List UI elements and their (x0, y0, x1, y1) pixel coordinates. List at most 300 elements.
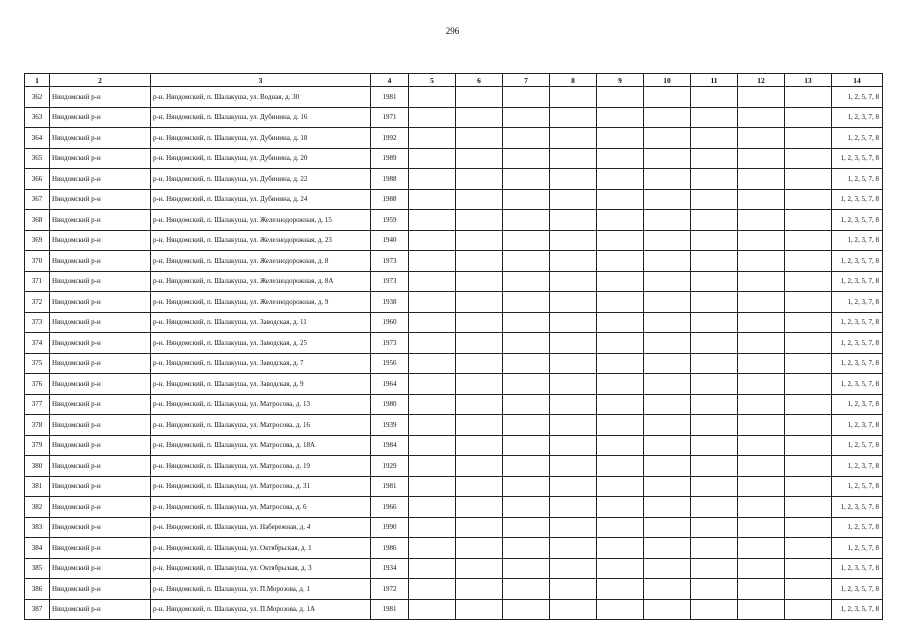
codes-cell: 1, 2, 3, 5, 7, 8 (832, 333, 883, 354)
row-number-cell: 384 (25, 538, 50, 559)
empty-cell (409, 148, 456, 169)
empty-cell (503, 374, 550, 395)
year-built-cell: 1981 (371, 87, 409, 108)
row-number-cell: 376 (25, 374, 50, 395)
empty-cell (644, 210, 691, 231)
empty-cell (409, 456, 456, 477)
district-cell: Няндомский р-н (50, 456, 151, 477)
row-number-cell: 378 (25, 415, 50, 436)
empty-cell (597, 87, 644, 108)
empty-cell (644, 230, 691, 251)
empty-cell (503, 353, 550, 374)
codes-cell: 1, 2, 3, 5, 7, 8 (832, 558, 883, 579)
empty-cell (738, 107, 785, 128)
column-header-7: 7 (503, 74, 550, 87)
empty-cell (644, 599, 691, 620)
empty-cell (456, 271, 503, 292)
district-cell: Няндомский р-н (50, 87, 151, 108)
table-row (25, 210, 883, 231)
row-number-cell: 362 (25, 87, 50, 108)
address-cell: р-н. Няндомский, п. Шалакуша, ул. Матросова, д. 13 (151, 394, 371, 415)
row-number-cell: 373 (25, 312, 50, 333)
empty-cell (503, 230, 550, 251)
codes-cell: 1, 2, 5, 7, 8 (832, 169, 883, 190)
empty-cell (691, 374, 738, 395)
empty-cell (785, 517, 832, 538)
empty-cell (456, 394, 503, 415)
empty-cell (456, 456, 503, 477)
empty-cell (550, 189, 597, 210)
empty-cell (785, 292, 832, 313)
address-cell: р-н. Няндомский, п. Шалакуша, ул. Октябрьская, д. 1 (151, 538, 371, 559)
empty-cell (456, 312, 503, 333)
empty-cell (597, 456, 644, 477)
year-built-cell: 1960 (371, 312, 409, 333)
codes-cell: 1, 2, 3, 5, 7, 8 (832, 189, 883, 210)
address-cell: р-н. Няндомский, п. Шалакуша, ул. Набережная, д. 4 (151, 517, 371, 538)
page-number: 296 (445, 26, 460, 36)
year-built-cell: 1940 (371, 230, 409, 251)
empty-cell (644, 189, 691, 210)
codes-cell: 1, 2, 5, 7, 8 (832, 87, 883, 108)
empty-cell (644, 292, 691, 313)
header-row (25, 74, 883, 87)
empty-cell (691, 497, 738, 518)
codes-cell: 1, 2, 3, 7, 8 (832, 107, 883, 128)
table-row (25, 579, 883, 600)
empty-cell (409, 271, 456, 292)
empty-cell (503, 128, 550, 149)
table-row (25, 538, 883, 559)
empty-cell (738, 497, 785, 518)
empty-cell (503, 558, 550, 579)
address-cell: р-н. Няндомский, п. Шалакуша, ул. Дубинина, д. 22 (151, 169, 371, 190)
table-row (25, 148, 883, 169)
empty-cell (691, 312, 738, 333)
empty-cell (738, 599, 785, 620)
empty-cell (550, 312, 597, 333)
district-cell: Няндомский р-н (50, 353, 151, 374)
empty-cell (409, 394, 456, 415)
year-built-cell: 1986 (371, 538, 409, 559)
empty-cell (550, 599, 597, 620)
table-row (25, 599, 883, 620)
empty-cell (456, 558, 503, 579)
table-row (25, 476, 883, 497)
year-built-cell: 1988 (371, 189, 409, 210)
district-cell: Няндомский р-н (50, 497, 151, 518)
empty-cell (738, 456, 785, 477)
empty-cell (691, 169, 738, 190)
district-cell: Няндомский р-н (50, 169, 151, 190)
address-cell: р-н. Няндомский, п. Шалакуша, ул. Заводская, д. 11 (151, 312, 371, 333)
table-row (25, 169, 883, 190)
empty-cell (550, 128, 597, 149)
empty-cell (456, 292, 503, 313)
empty-cell (503, 538, 550, 559)
empty-cell (597, 230, 644, 251)
empty-cell (550, 558, 597, 579)
empty-cell (691, 128, 738, 149)
address-cell: р-н. Няндомский, п. Шалакуша, ул. Дубинина, д. 24 (151, 189, 371, 210)
empty-cell (738, 189, 785, 210)
empty-cell (503, 517, 550, 538)
row-number-cell: 380 (25, 456, 50, 477)
table-row (25, 415, 883, 436)
table-row (25, 312, 883, 333)
empty-cell (644, 333, 691, 354)
empty-cell (409, 189, 456, 210)
year-built-cell: 1966 (371, 497, 409, 518)
empty-cell (503, 599, 550, 620)
empty-cell (409, 333, 456, 354)
empty-cell (738, 230, 785, 251)
empty-cell (785, 169, 832, 190)
empty-cell (738, 292, 785, 313)
address-cell: р-н. Няндомский, п. Шалакуша, ул. Железнодорожная, д. 8А (151, 271, 371, 292)
table-row (25, 333, 883, 354)
empty-cell (456, 230, 503, 251)
empty-cell (456, 517, 503, 538)
empty-cell (456, 148, 503, 169)
table-row (25, 374, 883, 395)
table-row (25, 128, 883, 149)
empty-cell (738, 333, 785, 354)
table-row (25, 251, 883, 272)
empty-cell (785, 333, 832, 354)
address-cell: р-н. Няндомский, п. Шалакуша, ул. Железнодорожная, д. 23 (151, 230, 371, 251)
empty-cell (550, 394, 597, 415)
empty-cell (550, 538, 597, 559)
empty-cell (785, 312, 832, 333)
year-built-cell: 1934 (371, 558, 409, 579)
empty-cell (550, 87, 597, 108)
empty-cell (597, 271, 644, 292)
codes-cell: 1, 2, 3, 5, 7, 8 (832, 497, 883, 518)
empty-cell (456, 374, 503, 395)
district-cell: Няндомский р-н (50, 394, 151, 415)
codes-cell: 1, 2, 5, 7, 8 (832, 435, 883, 456)
empty-cell (456, 107, 503, 128)
row-number-cell: 379 (25, 435, 50, 456)
codes-cell: 1, 2, 5, 7, 8 (832, 538, 883, 559)
year-built-cell: 1929 (371, 456, 409, 477)
year-built-cell: 1990 (371, 517, 409, 538)
empty-cell (503, 271, 550, 292)
empty-cell (409, 497, 456, 518)
empty-cell (409, 251, 456, 272)
district-cell: Няндомский р-н (50, 292, 151, 313)
empty-cell (691, 230, 738, 251)
empty-cell (738, 87, 785, 108)
empty-cell (409, 579, 456, 600)
row-number-cell: 382 (25, 497, 50, 518)
empty-cell (597, 394, 644, 415)
empty-cell (550, 497, 597, 518)
district-cell: Няндомский р-н (50, 374, 151, 395)
empty-cell (597, 558, 644, 579)
empty-cell (738, 353, 785, 374)
empty-cell (409, 169, 456, 190)
year-built-cell: 1973 (371, 271, 409, 292)
empty-cell (785, 189, 832, 210)
codes-cell: 1, 2, 5, 7, 8 (832, 128, 883, 149)
codes-cell: 1, 2, 3, 7, 8 (832, 292, 883, 313)
empty-cell (550, 374, 597, 395)
empty-cell (597, 169, 644, 190)
empty-cell (597, 333, 644, 354)
district-cell: Няндомский р-н (50, 107, 151, 128)
empty-cell (785, 476, 832, 497)
column-header-4: 4 (371, 74, 409, 87)
empty-cell (785, 374, 832, 395)
empty-cell (785, 558, 832, 579)
year-built-cell: 1981 (371, 476, 409, 497)
empty-cell (550, 107, 597, 128)
empty-cell (644, 435, 691, 456)
district-cell: Няндомский р-н (50, 230, 151, 251)
empty-cell (644, 353, 691, 374)
empty-cell (691, 435, 738, 456)
empty-cell (550, 435, 597, 456)
codes-cell: 1, 2, 5, 7, 8 (832, 517, 883, 538)
empty-cell (738, 415, 785, 436)
address-cell: р-н. Няндомский, п. Шалакуша, ул. П.Морозова, д. 1А (151, 599, 371, 620)
empty-cell (644, 579, 691, 600)
empty-cell (738, 251, 785, 272)
empty-cell (503, 312, 550, 333)
empty-cell (503, 292, 550, 313)
table-row (25, 230, 883, 251)
year-built-cell: 1984 (371, 435, 409, 456)
empty-cell (785, 538, 832, 559)
district-cell: Няндомский р-н (50, 189, 151, 210)
row-number-cell: 387 (25, 599, 50, 620)
empty-cell (691, 599, 738, 620)
address-cell: р-н. Няндомский, п. Шалакуша, ул. Водная, д. 30 (151, 87, 371, 108)
empty-cell (691, 538, 738, 559)
empty-cell (691, 292, 738, 313)
column-header-2: 2 (50, 74, 151, 87)
codes-cell: 1, 2, 5, 7, 8 (832, 476, 883, 497)
row-number-cell: 386 (25, 579, 50, 600)
codes-cell: 1, 2, 3, 7, 8 (832, 415, 883, 436)
empty-cell (785, 579, 832, 600)
empty-cell (691, 456, 738, 477)
address-cell: р-н. Няндомский, п. Шалакуша, ул. Дубинина, д. 16 (151, 107, 371, 128)
address-cell: р-н. Няндомский, п. Шалакуша, ул. Октябрьская, д. 3 (151, 558, 371, 579)
column-header-11: 11 (691, 74, 738, 87)
row-number-cell: 364 (25, 128, 50, 149)
table-row (25, 271, 883, 292)
empty-cell (644, 169, 691, 190)
year-built-cell: 1938 (371, 292, 409, 313)
empty-cell (644, 538, 691, 559)
row-number-cell: 383 (25, 517, 50, 538)
empty-cell (503, 169, 550, 190)
table-row (25, 497, 883, 518)
empty-cell (409, 374, 456, 395)
year-built-cell: 1988 (371, 169, 409, 190)
codes-cell: 1, 2, 3, 7, 8 (832, 456, 883, 477)
empty-cell (503, 210, 550, 231)
empty-cell (597, 128, 644, 149)
empty-cell (409, 415, 456, 436)
empty-cell (456, 538, 503, 559)
empty-cell (785, 599, 832, 620)
empty-cell (456, 251, 503, 272)
empty-cell (503, 394, 550, 415)
empty-cell (503, 579, 550, 600)
empty-cell (785, 128, 832, 149)
address-cell: р-н. Няндомский, п. Шалакуша, ул. Матросова, д. 18А (151, 435, 371, 456)
district-cell: Няндомский р-н (50, 538, 151, 559)
year-built-cell: 1973 (371, 333, 409, 354)
row-number-cell: 371 (25, 271, 50, 292)
empty-cell (456, 415, 503, 436)
empty-cell (456, 169, 503, 190)
empty-cell (785, 230, 832, 251)
table-row (25, 87, 883, 108)
empty-cell (409, 538, 456, 559)
district-cell: Няндомский р-н (50, 210, 151, 231)
empty-cell (409, 128, 456, 149)
empty-cell (644, 251, 691, 272)
empty-cell (785, 435, 832, 456)
empty-cell (785, 415, 832, 436)
empty-cell (456, 87, 503, 108)
empty-cell (738, 128, 785, 149)
district-cell: Няндомский р-н (50, 517, 151, 538)
codes-cell: 1, 2, 3, 5, 7, 8 (832, 312, 883, 333)
empty-cell (597, 538, 644, 559)
empty-cell (738, 148, 785, 169)
empty-cell (550, 517, 597, 538)
column-header-1: 1 (25, 74, 50, 87)
empty-cell (738, 271, 785, 292)
district-cell: Няндомский р-н (50, 312, 151, 333)
table-body (25, 87, 883, 620)
codes-cell: 1, 2, 3, 5, 7, 8 (832, 353, 883, 374)
table-row (25, 435, 883, 456)
empty-cell (597, 189, 644, 210)
empty-cell (597, 517, 644, 538)
empty-cell (644, 415, 691, 436)
year-built-cell: 1992 (371, 128, 409, 149)
empty-cell (691, 107, 738, 128)
empty-cell (409, 517, 456, 538)
district-cell: Няндомский р-н (50, 251, 151, 272)
codes-cell: 1, 2, 3, 5, 7, 8 (832, 599, 883, 620)
empty-cell (503, 456, 550, 477)
row-number-cell: 367 (25, 189, 50, 210)
empty-cell (644, 374, 691, 395)
year-built-cell: 1980 (371, 394, 409, 415)
district-cell: Няндомский р-н (50, 599, 151, 620)
empty-cell (597, 476, 644, 497)
empty-cell (691, 476, 738, 497)
empty-cell (597, 415, 644, 436)
empty-cell (597, 107, 644, 128)
empty-cell (550, 169, 597, 190)
empty-cell (550, 292, 597, 313)
empty-cell (409, 107, 456, 128)
empty-cell (409, 599, 456, 620)
district-cell: Няндомский р-н (50, 558, 151, 579)
table-row (25, 353, 883, 374)
district-cell: Няндомский р-н (50, 579, 151, 600)
address-cell: р-н. Няндомский, п. Шалакуша, ул. Заводская, д. 7 (151, 353, 371, 374)
empty-cell (738, 558, 785, 579)
row-number-cell: 370 (25, 251, 50, 272)
codes-cell: 1, 2, 3, 5, 7, 8 (832, 374, 883, 395)
address-cell: р-н. Няндомский, п. Шалакуша, ул. Матросова, д. 6 (151, 497, 371, 518)
empty-cell (597, 374, 644, 395)
address-cell: р-н. Няндомский, п. Шалакуша, ул. Матросова, д. 19 (151, 456, 371, 477)
empty-cell (503, 251, 550, 272)
empty-cell (644, 558, 691, 579)
empty-cell (785, 107, 832, 128)
address-cell: р-н. Няндомский, п. Шалакуша, ул. П.Морозова, д. 1 (151, 579, 371, 600)
empty-cell (597, 292, 644, 313)
empty-cell (550, 210, 597, 231)
district-cell: Няндомский р-н (50, 333, 151, 354)
district-cell: Няндомский р-н (50, 271, 151, 292)
empty-cell (738, 538, 785, 559)
empty-cell (597, 435, 644, 456)
address-cell: р-н. Няндомский, п. Шалакуша, ул. Матросова, д. 31 (151, 476, 371, 497)
empty-cell (597, 312, 644, 333)
empty-cell (409, 435, 456, 456)
column-header-6: 6 (456, 74, 503, 87)
district-cell: Няндомский р-н (50, 435, 151, 456)
empty-cell (456, 476, 503, 497)
empty-cell (785, 456, 832, 477)
table-row (25, 517, 883, 538)
empty-cell (644, 107, 691, 128)
empty-cell (785, 87, 832, 108)
empty-cell (691, 517, 738, 538)
row-number-cell: 377 (25, 394, 50, 415)
empty-cell (409, 210, 456, 231)
empty-cell (644, 456, 691, 477)
empty-cell (503, 333, 550, 354)
year-built-cell: 1959 (371, 210, 409, 231)
empty-cell (738, 312, 785, 333)
table-row (25, 292, 883, 313)
empty-cell (597, 251, 644, 272)
row-number-cell: 374 (25, 333, 50, 354)
empty-cell (785, 251, 832, 272)
column-header-3: 3 (151, 74, 371, 87)
empty-cell (691, 579, 738, 600)
codes-cell: 1, 2, 3, 7, 8 (832, 230, 883, 251)
empty-cell (409, 476, 456, 497)
empty-cell (456, 189, 503, 210)
empty-cell (550, 579, 597, 600)
column-header-10: 10 (644, 74, 691, 87)
empty-cell (644, 148, 691, 169)
table-row (25, 107, 883, 128)
address-cell: р-н. Няндомский, п. Шалакуша, ул. Матросова, д. 16 (151, 415, 371, 436)
codes-cell: 1, 2, 3, 5, 7, 8 (832, 210, 883, 231)
address-cell: р-н. Няндомский, п. Шалакуша, ул. Дубинина, д. 18 (151, 128, 371, 149)
empty-cell (409, 353, 456, 374)
empty-cell (409, 312, 456, 333)
address-cell: р-н. Няндомский, п. Шалакуша, ул. Дубинина, д. 20 (151, 148, 371, 169)
empty-cell (691, 189, 738, 210)
empty-cell (503, 87, 550, 108)
